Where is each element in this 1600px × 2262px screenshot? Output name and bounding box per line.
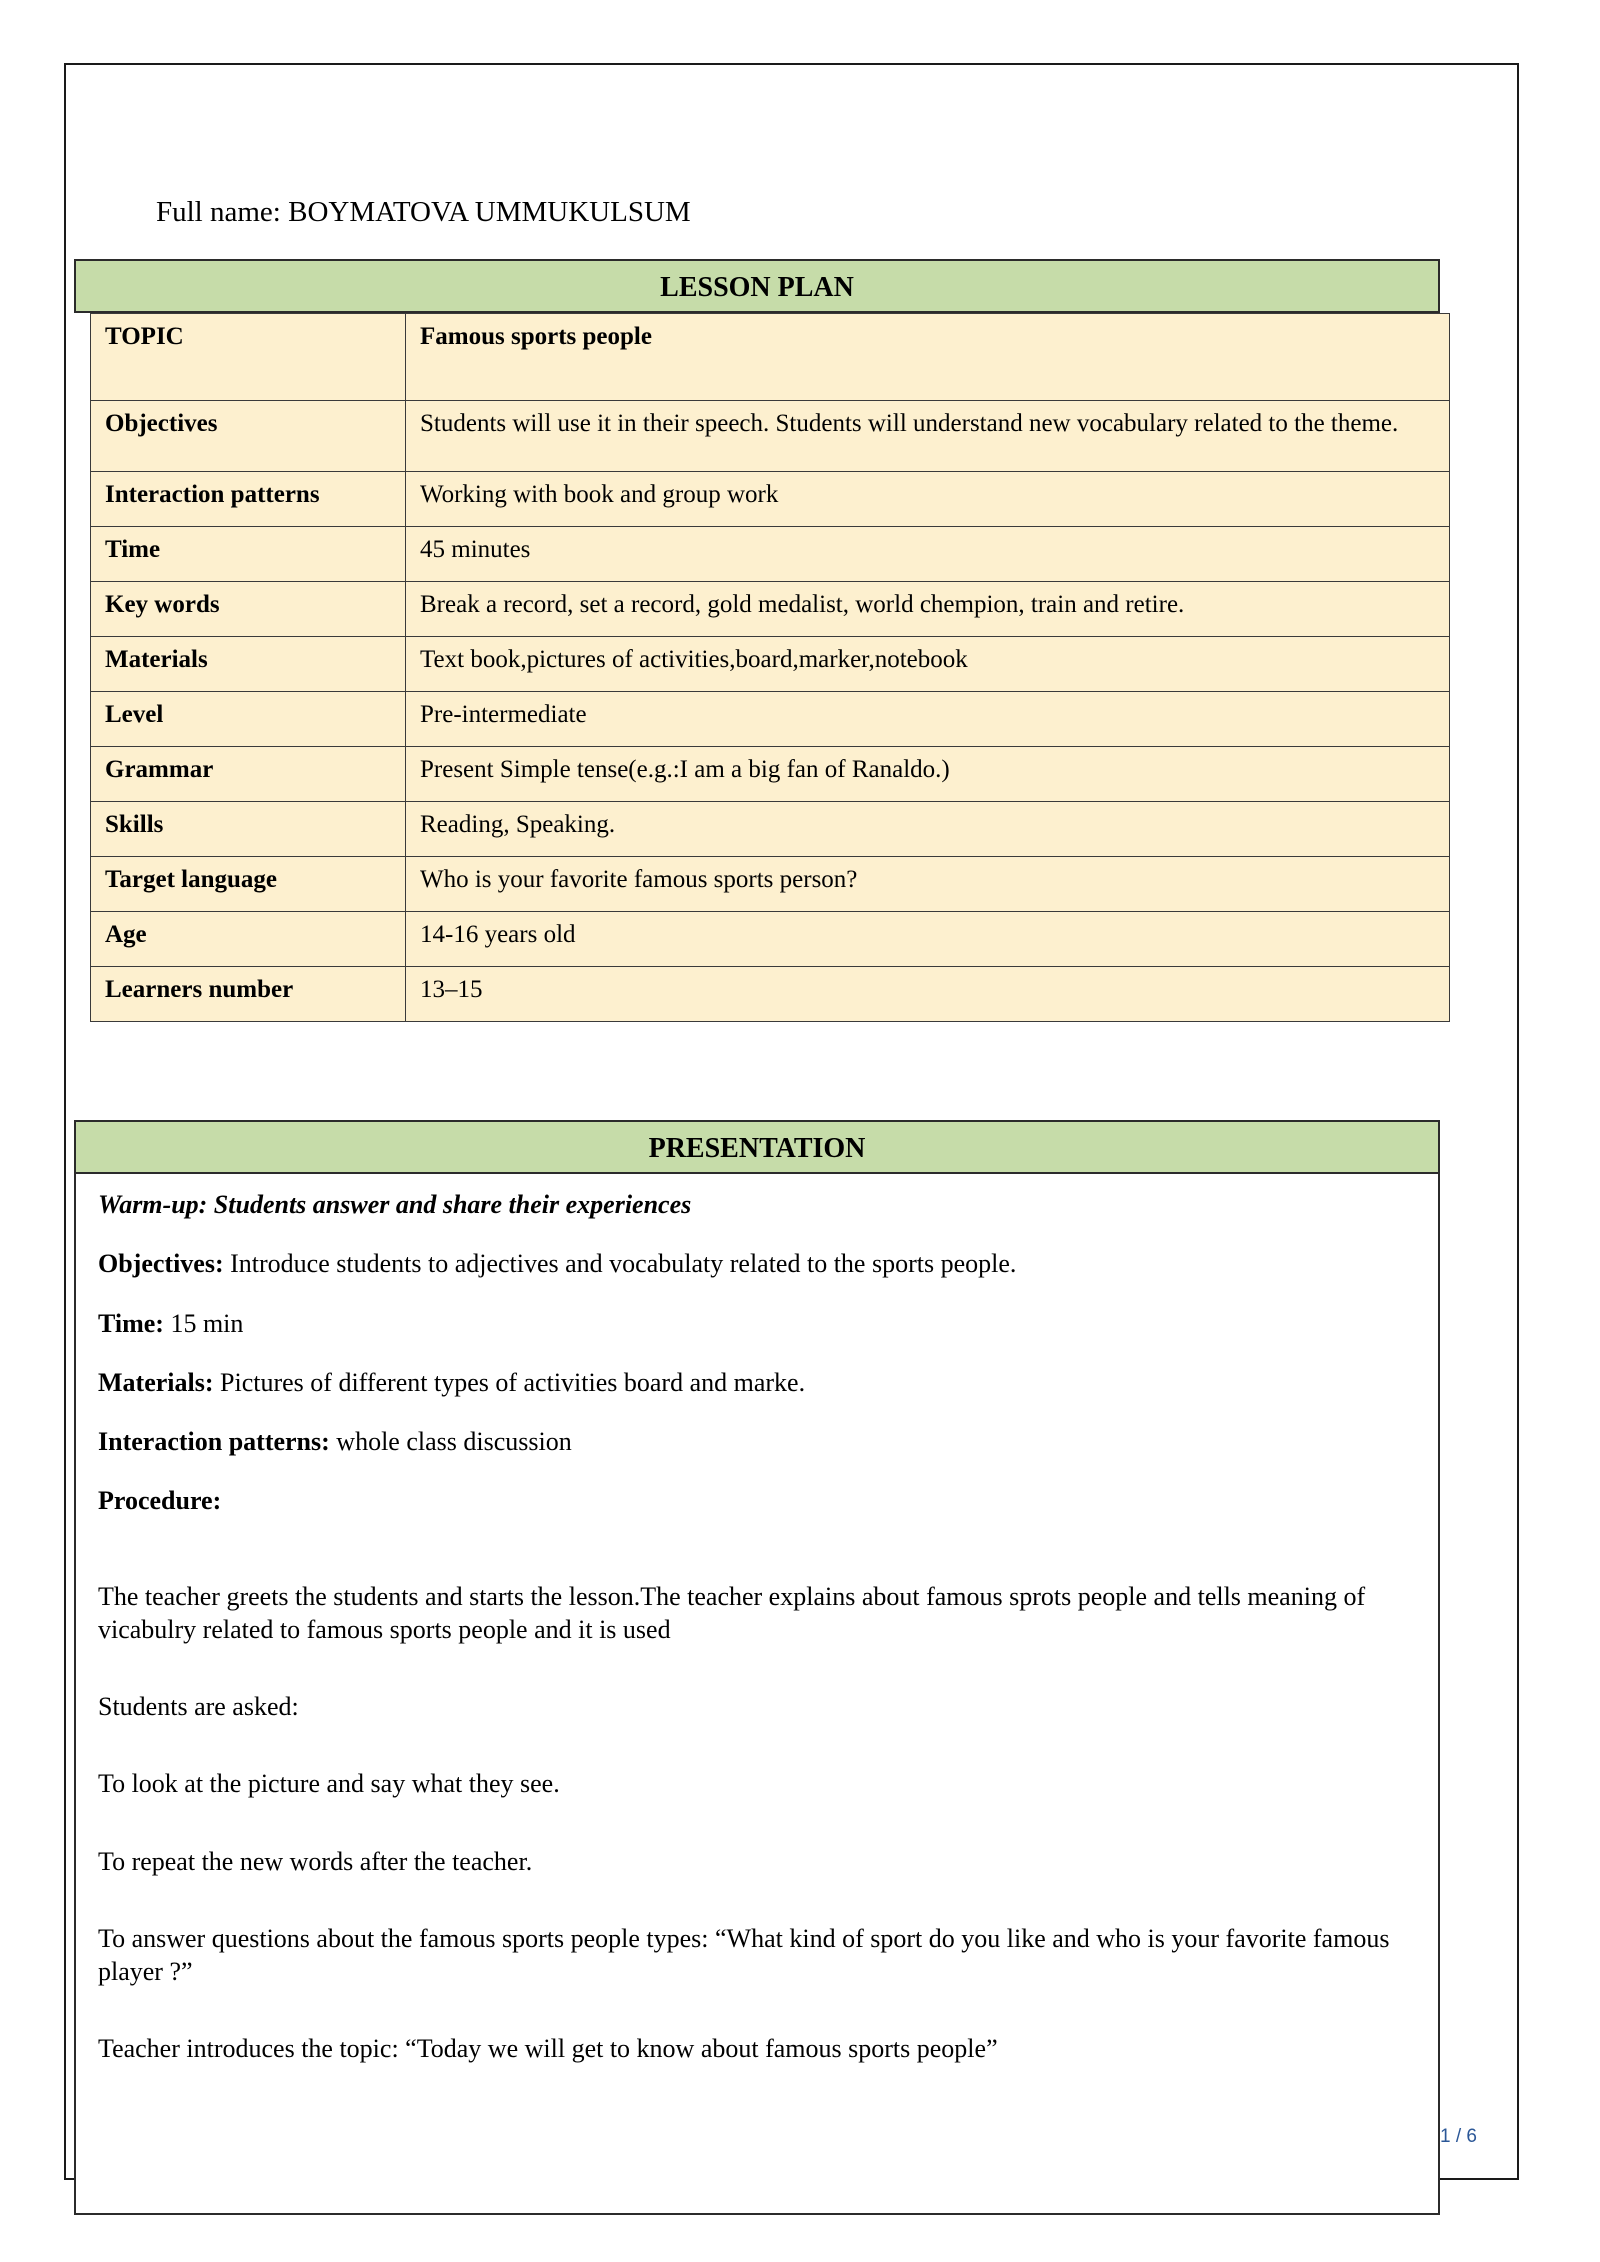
procedure-label: Procedure: [98, 1486, 222, 1516]
presentation-banner [74, 1120, 1440, 1174]
procedure-paragraph: Students are asked: [98, 1692, 299, 1722]
table-row [91, 857, 1450, 912]
table-row [91, 637, 1450, 692]
objectives-line [98, 1247, 1416, 1280]
table-row [91, 472, 1450, 527]
row-label-topic: TOPIC [91, 314, 406, 401]
row-label-age: Age [91, 912, 406, 967]
row-value-objectives: Students will use it in their speech. Students will understand new vocabulary related to the theme. [406, 401, 1450, 472]
row-value-grammar: Present Simple tense(e.g.:I am a big fan of Ranaldo.) [406, 747, 1450, 802]
procedure-paragraph: To repeat the new words after the teacher. [98, 1846, 533, 1876]
table-row [91, 582, 1450, 637]
row-label-time: Time [91, 527, 406, 582]
interaction-patterns-line [98, 1425, 1416, 1458]
lesson-plan-banner-label: LESSON PLAN [660, 272, 854, 303]
row-label-level: Level [91, 692, 406, 747]
table-row [91, 802, 1450, 857]
row-label-grammar: Grammar [91, 747, 406, 802]
procedure-paragraph: To look at the picture and say what they see. [98, 1769, 560, 1799]
table-row [91, 314, 1450, 401]
page-frame [64, 63, 1519, 2180]
author-name-line: Full name: BOYMATOVA UMMUKULSUM [156, 196, 691, 228]
warmup-line: Warm-up: Students answer and share their experiences [98, 1190, 692, 1219]
row-label-key-words: Key words [91, 582, 406, 637]
table-row [91, 747, 1450, 802]
row-label-skills: Skills [91, 802, 406, 857]
table-row [91, 527, 1450, 582]
procedure-paragraph: Teacher introduces the topic: “Today we will get to know about famous sports people” [98, 2034, 998, 2064]
row-value-age: 14-16 years old [406, 912, 1450, 967]
table-row [91, 912, 1450, 967]
materials-label: Materials: [98, 1367, 214, 1397]
row-label-objectives: Objectives [91, 401, 406, 472]
row-value-topic: Famous sports people [406, 314, 1450, 401]
table-row [91, 967, 1450, 1022]
row-label-interaction-patterns: Interaction patterns [91, 472, 406, 527]
row-value-materials: Text book,pictures of activities,board,marker,notebook [406, 637, 1450, 692]
table-row [91, 401, 1450, 472]
row-label-learners-number: Learners number [91, 967, 406, 1022]
interaction-patterns-label: Interaction patterns: [98, 1427, 330, 1457]
lesson-plan-banner [74, 259, 1440, 313]
page-number: 1 / 6 [1440, 2126, 1477, 2147]
time-label: Time: [98, 1308, 164, 1338]
row-label-materials: Materials [91, 637, 406, 692]
time-text: 15 min [163, 1308, 244, 1338]
row-value-skills: Reading, Speaking. [406, 802, 1450, 857]
objectives-label: Objectives: [98, 1249, 224, 1279]
materials-line [98, 1366, 1416, 1399]
objectives-text: Introduce students to adjectives and vocabulaty related to the sports people. [223, 1249, 1017, 1279]
row-label-target-language: Target language [91, 857, 406, 912]
lesson-plan-table [90, 313, 1450, 1022]
table-row [91, 692, 1450, 747]
row-value-key-words: Break a record, set a record, gold medalist, world chempion, train and retire. [406, 582, 1450, 637]
interaction-patterns-text: whole class discussion [329, 1427, 572, 1457]
presentation-banner-label: PRESENTATION [648, 1133, 866, 1164]
time-line [98, 1307, 1416, 1340]
row-value-interaction-patterns: Working with book and group work [406, 472, 1450, 527]
materials-text: Pictures of different types of activities board and marke. [213, 1367, 806, 1397]
row-value-level: Pre-intermediate [406, 692, 1450, 747]
procedure-paragraph: The teacher greets the students and starts the lesson.The teacher explains about famous sprots people and tells meaning of vicabulry related to famous sports people and it is used [98, 1581, 1366, 1644]
row-value-learners-number: 13–15 [406, 967, 1450, 1022]
presentation-content-box [74, 1172, 1440, 2215]
procedure-paragraph: To answer questions about the famous sports people types: “What kind of sport do you like and who is your favorite famous player ?” [98, 1923, 1390, 1987]
row-value-target-language: Who is your favorite famous sports person? [406, 857, 1450, 912]
row-value-time: 45 minutes [406, 527, 1450, 582]
document-body [66, 65, 1517, 2178]
